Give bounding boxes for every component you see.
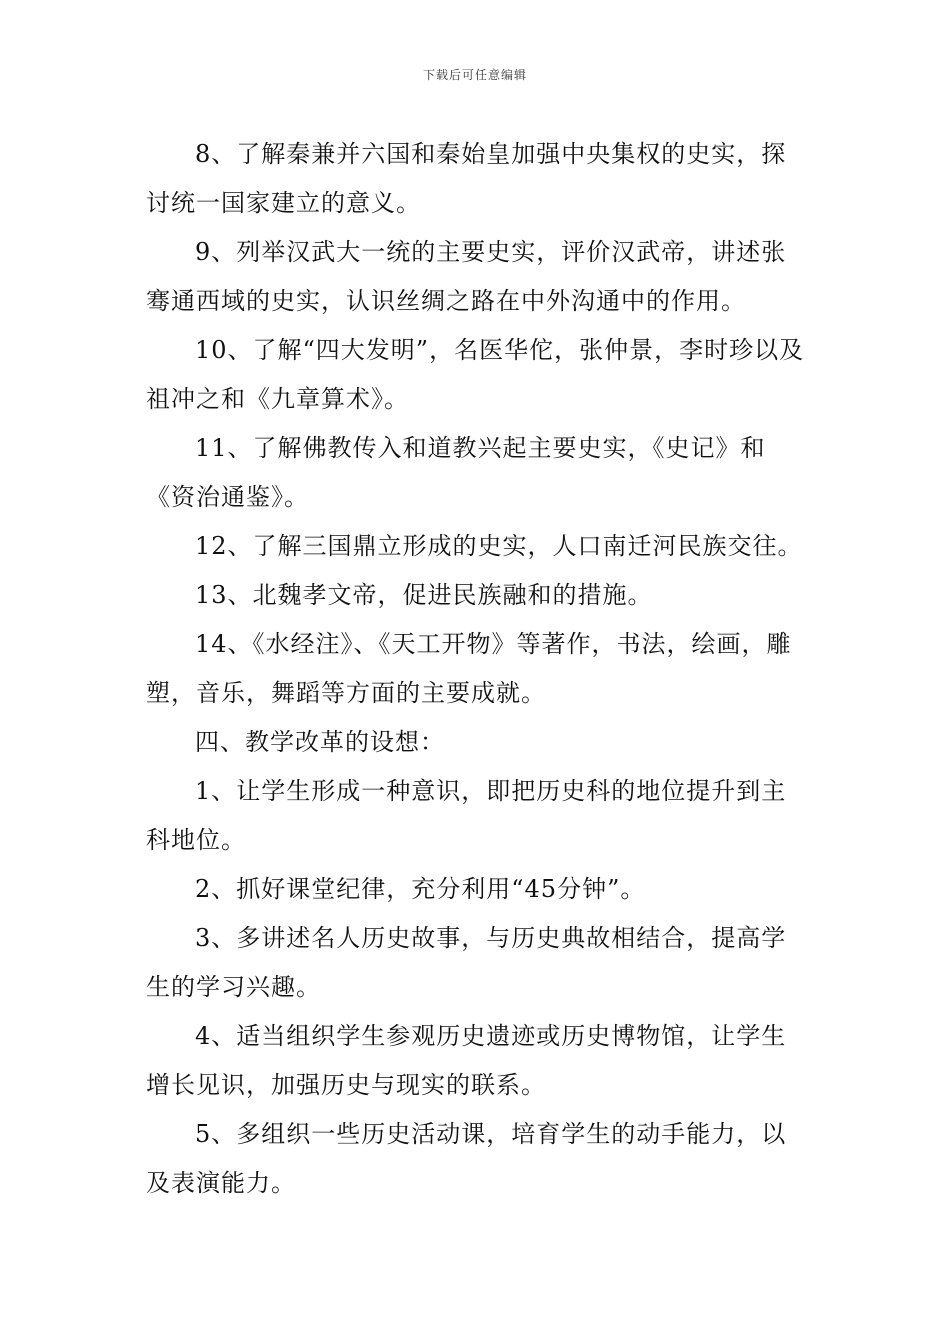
paragraph-item-12: 12、了解三国鼎立形成的史实，人口南迁河民族交往。	[195, 532, 803, 560]
reform-item-3: 3、多讲述名人历史故事，与历史典故相结合，提高学生的学习兴趣。	[146, 924, 787, 1001]
section-heading: 四、教学改革的设想：	[195, 728, 445, 756]
reform-item-5: 5、多组织一些历史活动课，培育学生的动手能力，以及表演能力。	[146, 1120, 787, 1197]
paragraph-item-8: 8、了解秦兼并六国和秦始皇加强中央集权的史实，探讨统一国家建立的意义。	[146, 140, 787, 217]
paragraph-item-9: 9、列举汉武大一统的主要史实，评价汉武帝，讲述张骞通西域的史实，认识丝绸之路在中外沟通中的作用。	[146, 238, 787, 315]
paragraph-item-11: 11、了解佛教传入和道教兴起主要史实，《史记》和《资治通鉴》。	[146, 434, 766, 511]
paragraph-item-13: 13、北魏孝文帝，促进民族融和的措施。	[195, 581, 653, 609]
reform-item-2: 2、抓好课堂纪律，充分利用“45分钟”。	[195, 875, 646, 903]
reform-item-1: 1、让学生形成一种意识，即把历史科的地位提升到主科地位。	[146, 777, 787, 854]
page-header-note: 下载后可任意编辑	[422, 68, 527, 82]
paragraph-item-14: 14、《水经注》、《天工开物》等著作，书法，绘画，雕塑，音乐，舞蹈等方面的主要成就。	[146, 630, 792, 707]
document-body	[146, 130, 810, 1208]
reform-item-4: 4、适当组织学生参观历史遗迹或历史博物馆，让学生增长见识，加强历史与现实的联系。	[146, 1022, 787, 1099]
paragraph-item-10: 10、了解“四大发明”，名医华佗，张仲景，李时珍以及祖冲之和《九章算术》。	[146, 336, 805, 413]
